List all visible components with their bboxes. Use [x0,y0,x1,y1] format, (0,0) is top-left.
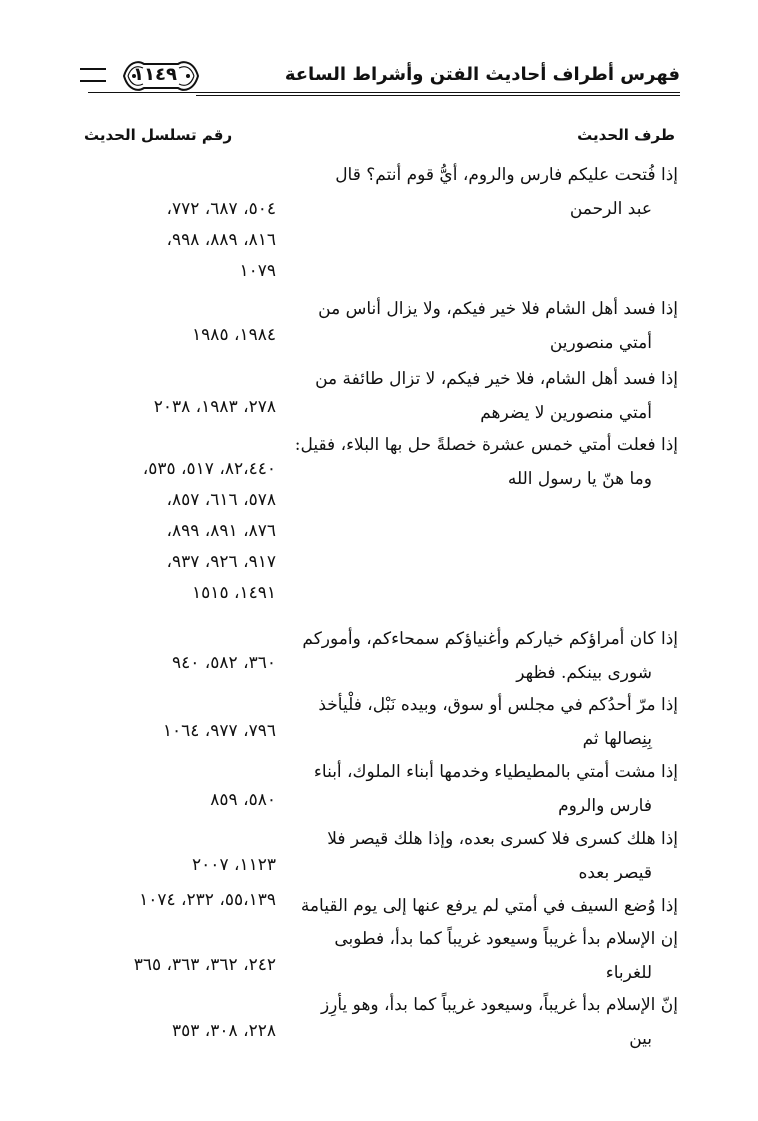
hadith-continuation: شورى بينكم. فظهر [516,663,652,683]
number-line: ٨٧٦، ٨٩١، ٨٩٩، [166,521,276,541]
hadith-continuation: بِنِصالها ثم [582,729,652,749]
hadith-numbers [86,1016,276,1047]
column-label-hadith: طرف الحديث [577,126,675,144]
hadith-line: إنّ الإسلام بدأ غريباً، وسيعود غريباً كما بدأ، وهو يأرِز [320,995,678,1015]
hadith-text [268,822,678,890]
hadith-text [268,158,678,226]
number-line: ٥٨٠، ٨٥٩ [210,790,276,810]
hadith-continuation: أمتي منصورين [549,333,652,353]
number-line: ٢٧٨، ١٩٨٣، ٢٠٣٨ [153,397,276,417]
hadith-line: إذا فسد أهل الشام، فلا خير فيكم، لا تزال طائفة من [315,369,678,389]
hadith-numbers [86,716,276,747]
hadith-text [268,922,678,990]
hadith-continuation: وما هنّ يا رسول الله [507,469,652,489]
hadith-numbers [86,454,276,609]
header-title: فهرس أطراف أحاديث الفتن وأشراط الساعة [284,64,680,85]
hadith-text [268,889,678,923]
number-line: ٥٠٤، ٦٨٧، ٧٧٢، [166,199,276,219]
running-header [88,58,680,98]
hadith-line: إذا فُتحت عليكم فارس والروم، أيُّ قوم أنتم؟ قال [335,165,678,185]
hadith-line: إذا وُضع السيف في أمتي لم يرفع عنها إلى يوم القيامة [300,896,678,916]
hadith-text [268,292,678,360]
number-line: ١٩٨٤، ١٩٨٥ [192,325,276,345]
hadith-continuation: أمتي منصورين لا يضرهم [480,403,652,423]
column-label-number: رقم تسلسل الحديث [84,126,233,144]
number-line: ١١٢٣، ٢٠٠٧ [192,855,276,875]
hadith-numbers [86,950,276,981]
hadith-text [268,688,678,756]
number-line: ٨٢،٤٤٠، ٥١٧، ٥٣٥، [142,459,276,479]
number-line: ١٤٩١، ١٥١٥ [192,583,276,603]
number-line: ٣٦٠، ٥٨٢، ٩٤٠ [172,653,276,673]
hadith-line: إذا كان أمراؤكم خياركم وأغنياؤكم سمحاءكم، وأموركم [302,629,678,649]
hadith-line: إذا هلك كسرى فلا كسرى بعده، وإذا هلك قيصر فلا [327,829,678,849]
number-line: ٢٢٨، ٣٠٨، ٣٥٣ [172,1021,276,1041]
hadith-text [268,362,678,430]
hadith-numbers [86,320,276,351]
hadith-numbers [86,194,276,287]
hadith-numbers [86,648,276,679]
hadith-text [268,428,678,496]
hadith-line: إن الإسلام بدأ غريباً وسيعود غريباً كما بدأ، فطوبى [334,929,678,949]
header-rule-thin [196,95,680,96]
number-line: ١٠٧٩ [239,261,276,281]
hadith-line: إذا فعلت أمتي خمس عشرة خصلةً حل بها البلاء، فقيل: [294,435,678,455]
hadith-numbers [86,885,276,916]
hadith-text [268,622,678,690]
hadith-continuation: عبد الرحمن [569,199,652,219]
hadith-line: إذا فسد أهل الشام فلا خير فيكم، ولا يزال أناس من [318,299,678,319]
hadith-continuation: للغرباء [605,963,652,983]
hadith-text [268,755,678,823]
hadith-numbers [86,785,276,816]
hadith-continuation: قيصر بعده [578,863,652,883]
number-line: ٨١٦، ٨٨٩، ٩٩٨، [166,230,276,250]
hadith-line: إذا مشت أمتي بالمطيطياء وخدمها أبناء الملوك، أبناء [313,762,678,782]
number-line: ٥٧٨، ٦١٦، ٨٥٧، [166,490,276,510]
left-double-rule [80,68,106,82]
number-line: ٥٥،١٣٩، ٢٣٢، ١٠٧٤ [139,890,276,910]
hadith-text [268,988,678,1056]
page-number: ١١٤٩ [133,64,177,85]
hadith-numbers [86,392,276,423]
number-line: ٧٩٦، ٩٧٧، ١٠٦٤ [162,721,276,741]
number-line: ٩١٧، ٩٢٦، ٩٣٧، [166,552,276,572]
hadith-numbers [86,850,276,881]
hadith-line: إذا مرّ أحدُكم في مجلس أو سوق، وبيده نَبْل، فلْيأخذ [318,695,678,715]
hadith-continuation: بين [629,1029,652,1049]
number-line: ٢٤٢، ٣٦٢، ٣٦٣، ٣٦٥ [133,955,276,975]
hadith-continuation: فارس والروم [558,796,652,816]
